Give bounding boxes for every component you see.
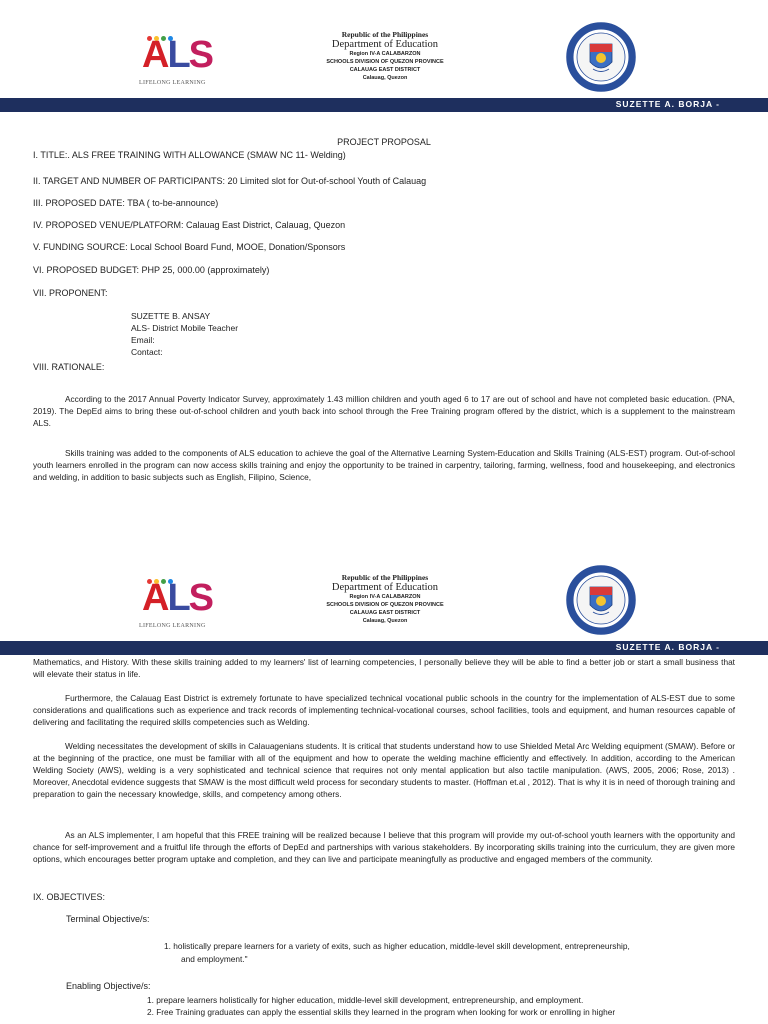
author-bar xyxy=(0,641,768,655)
deped-seal-icon xyxy=(566,565,636,635)
proponent-contact: Contact: xyxy=(131,347,163,357)
enabling-objective-1: 1. prepare learners holistically for higher education, middle-level skill development, entrepreneurship, and employment. xyxy=(147,995,584,1005)
author-bar xyxy=(0,98,768,112)
division-line: SCHOOLS DIVISION OF QUEZON PROVINCE xyxy=(326,602,444,608)
rationale-paragraph-1: According to the 2017 Annual Poverty Indicator Survey, approximately 1.43 million children and youth aged 6 to 17 are out of school and have not completed basic education. (PNA, 2019). The DepEd aims to bring these out-of-school children and youth back into school through the Free Training program offered by the district, which is a supplement to the mainstream ALS. xyxy=(33,394,735,428)
republic-line: Republic of the Philippines xyxy=(341,573,429,582)
proponent-name: SUZETTE B. ANSAY xyxy=(131,311,211,321)
proposal-venue: IV. PROPOSED VENUE/PLATFORM: Calauag East District, Calauag, Quezon xyxy=(33,220,346,230)
als-wordmark: ALS xyxy=(142,577,213,619)
author-name: SUZETTE A. BORJA - xyxy=(615,99,720,109)
district-line: CALAUAG EAST DISTRICT xyxy=(349,67,421,73)
proposal-budget: VI. PROPOSED BUDGET: PHP 25, 000.00 (approximately) xyxy=(33,265,270,275)
republic-line: Republic of the Philippines xyxy=(341,30,429,39)
rationale-heading: VIII. RATIONALE: xyxy=(33,362,105,372)
terminal-objectives-label: Terminal Objective/s: xyxy=(66,914,150,924)
department-line: Department of Education xyxy=(331,582,439,593)
proposal-title: I. TITLE:. ALS FREE TRAINING WITH ALLOWANCE (SMAW NC 11- Welding) xyxy=(33,150,346,160)
rationale-paragraph-5: As an ALS implementer, I am hopeful that this FREE training will be realized because I believe that this program will provide my out-of-school youth learners with the opportunity and chance for self-improvement and a fruitful life through the efforts of DepEd and partnerships with various stakeholders. By incorporating skills training into the curriculum, they are given more options, which encourages better program uptake and completion, and they can live and participate meaningfully as productive and engaged members of the community. xyxy=(33,830,735,864)
proposal-target: II. TARGET AND NUMBER OF PARTICIPANTS: 20 Limited slot for Out-of-school Youth of Calauag xyxy=(33,176,427,186)
letterhead xyxy=(300,573,470,625)
als-logo xyxy=(137,22,213,92)
region-line: Region IV-A CALABARZON xyxy=(349,51,421,57)
rationale-paragraph-2-continued: Mathematics, and History. With these skills training added to my learners' list of learning competencies, I personally believe they will be able to find a better job or start a small business that will elevate their status in life. xyxy=(33,657,735,679)
enabling-objectives-label: Enabling Objective/s: xyxy=(66,981,151,991)
district-line: CALAUAG EAST DISTRICT xyxy=(349,610,421,616)
proponent-role: ALS- District Mobile Teacher xyxy=(131,323,239,333)
als-tagline: LIFELONG LEARNING xyxy=(139,80,206,86)
town-line: Calauag, Quezon xyxy=(362,618,408,624)
rationale-paragraph-4: Welding necessitates the development of skills in Calauagenians students. It is critical that students understand how to use Shielded Metal Arc Welding equipment (SMAW). Before or at the beginning of the practice, one must be familiar with all of the equipment and how to operate the welding machine efficiently and effectively. In addition, according to the American Welding Society (AWS), welding is a very sophisticated and technical science that requires not only mental application but also tactile manipulation. (AWS, 2005, 2006; Rose, 2013) . Moreover, Anecdotal evidence suggests that SMAW is the most difficult weld process for secondary students to master. (Hoffman et.al , 2012). That is why it is in need of thorough training and preparation to gain the necessary knowledge, skills, and competency among others. xyxy=(33,741,735,799)
rationale-paragraph-3: Furthermore, the Calauag East District is extremely fortunate to have specialized technical vocational public schools in the country for the implementation of ALS-EST due to some considerations and qualifications such as experience and track records of implementing technical-vocational courses, school facilities, tools and equipment, and human resources capable of delivering and facilitating the required skills competencies such as Welding. xyxy=(33,693,735,727)
region-line: Region IV-A CALABARZON xyxy=(349,594,421,600)
enabling-objective-2: 2. Free Training graduates can apply the essential skills they learned in the program when looking for work or enrolling in higher xyxy=(147,1007,616,1017)
proposal-date: III. PROPOSED DATE: TBA ( to-be-announce) xyxy=(33,198,219,208)
letterhead xyxy=(300,30,470,82)
department-line: Department of Education xyxy=(331,39,439,50)
als-logo xyxy=(137,565,213,635)
proponent-email: Email: xyxy=(131,335,155,345)
rationale-paragraph-2: Skills training was added to the components of ALS education to achieve the goal of the Alternative Learning System-Education and Skills Training (ALS-EST) program. Out-of-school youth learners enrolled in the program can now access skills training and enjoy the opportunity to be trained in carpentry, tailoring, farming, wellness, food and housekeeping, and electronics and welding, in addition to basic subjects such as English, Filipino, Science, xyxy=(33,448,735,482)
proposal-proponent-label: VII. PROPONENT: xyxy=(33,288,108,298)
division-line: SCHOOLS DIVISION OF QUEZON PROVINCE xyxy=(326,59,444,65)
terminal-objective-1-continued: and employment." xyxy=(181,954,248,964)
als-wordmark: ALS xyxy=(142,34,213,76)
town-line: Calauag, Quezon xyxy=(362,75,408,81)
terminal-objective-1: 1. holistically prepare learners for a variety of exits, such as higher education, middle-level skill development, entrepreneurship, xyxy=(164,941,630,951)
proposal-funding: V. FUNDING SOURCE: Local School Board Fund, MOOE, Donation/Sponsors xyxy=(33,242,346,252)
deped-seal-icon xyxy=(566,22,636,92)
objectives-heading: IX. OBJECTIVES: xyxy=(33,892,106,902)
als-tagline: LIFELONG LEARNING xyxy=(139,623,206,629)
proposal-heading: PROJECT PROPOSAL xyxy=(337,137,431,147)
author-name: SUZETTE A. BORJA - xyxy=(615,642,720,652)
